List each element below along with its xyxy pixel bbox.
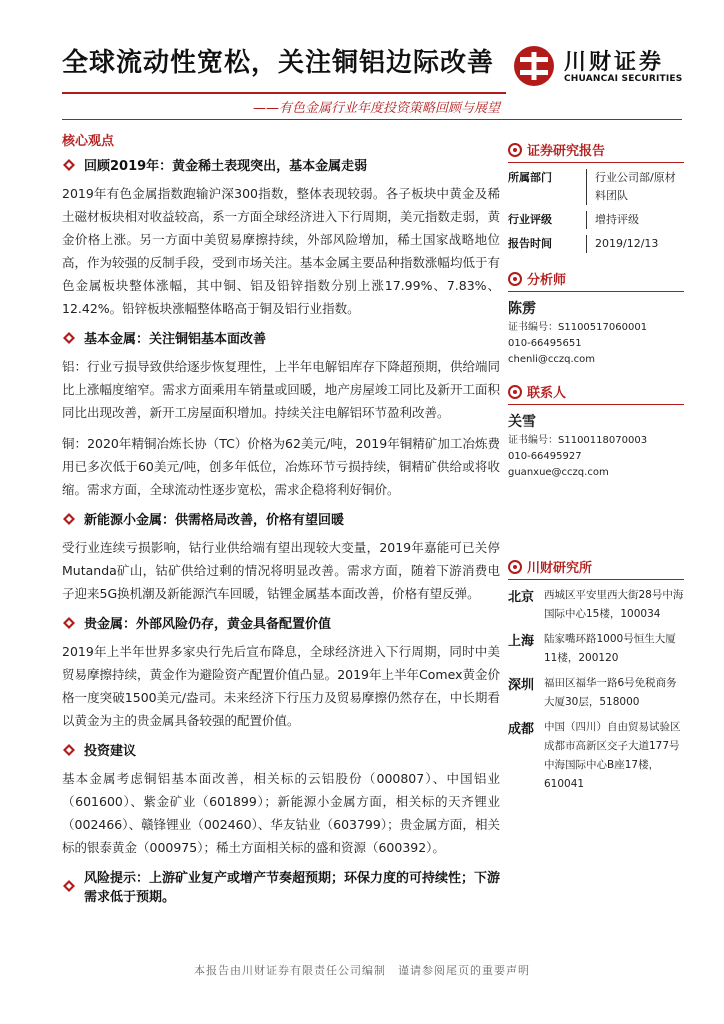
diamond-bullet-icon xyxy=(62,616,76,630)
report-row-key: 报告时间 xyxy=(508,237,552,250)
section-head xyxy=(62,328,500,347)
report-row xyxy=(508,235,684,253)
sidebar xyxy=(508,140,684,800)
diamond-bullet-icon xyxy=(62,331,76,345)
person-name: 陈雳 xyxy=(508,301,536,317)
analyst-head xyxy=(508,269,684,292)
report-row-key: 所属部门 xyxy=(508,171,552,184)
section-paragraph: 铜：2020年精铜冶炼长协（TC）价格为62美元/吨，2019年铜精矿加工冶炼费用已多次低于60美元/吨，创多年低位，冶炼环节亏损持续，铜精矿供给或将收缩。需求方面，全球流动性逐步宽松，需求企稳将利好铜价。 xyxy=(62,436,500,497)
report-head xyxy=(508,140,684,163)
section-head-label: 贵金属：外部风险仍存，黄金具备配置价值 xyxy=(84,617,332,632)
research-icon xyxy=(508,560,522,574)
report-row-value: 增持评级 xyxy=(586,211,639,229)
section-head-label: 风险提示：上游矿业复产或增产节奏超预期；环保力度的可持续性；下游需求低于预期。 xyxy=(84,871,501,905)
contact-head xyxy=(508,382,684,405)
report-row xyxy=(508,169,684,205)
office-address: 陆家嘴环路1000号恒生大厦11楼，200120 xyxy=(544,633,676,664)
report-row-value: 2019/12/13 xyxy=(586,235,658,253)
report-row-value: 行业公司部/原材料团队 xyxy=(586,169,684,205)
section-head-label: 投资建议 xyxy=(84,744,137,759)
contact-head-label: 联系人 xyxy=(527,386,567,401)
person-name: 关雪 xyxy=(508,414,536,430)
office-row xyxy=(508,630,684,668)
section-head xyxy=(62,155,500,174)
report-icon xyxy=(508,143,522,157)
page-title: 全球流动性宽松，关注铜铝边际改善 xyxy=(62,48,495,78)
section-head-label: 新能源小金属：供需格局改善，价格有望回暖 xyxy=(84,513,345,528)
office-row xyxy=(508,718,684,794)
office-address: 福田区福华一路6号免税商务大厦30层，518000 xyxy=(544,677,677,708)
section-paragraph: 2019年有色金属指数跑输沪深300指数，整体表现较弱。各子板块中黄金及稀土磁材板块相对收益较高，系一方面全球经济进入下行周期，美元指数走弱，黄金价格上涨。另一方面中美贸易摩擦持续，外部风险增加，稀土国家战略地位高，作为较强的反制手段，受到市场关注。基本金属主要品种指数涨幅均低于有色金属板块整体涨幅，其中铜、铝及铅锌指数分别上涨17.99%、7.83%、12.42%。铅锌板块涨幅整体略高于铜及铝行业指数。 xyxy=(62,186,500,316)
diamond-bullet-icon xyxy=(62,158,76,172)
office-row xyxy=(508,674,684,712)
person-cert: 证书编号：S1100118070003 xyxy=(508,435,648,446)
contact-icon xyxy=(508,385,522,399)
contact-list xyxy=(508,411,684,481)
office-address: 西城区平安里西大街28号中海国际中心15楼，100034 xyxy=(544,589,684,620)
analyst-list xyxy=(508,298,684,368)
person-phone: 010-66495927 xyxy=(508,451,582,462)
section-paragraph: 基本金属考虑铜铝基本面改善，相关标的云铝股份（000807）、中国铝业（601600）、紫金矿业（601899）；新能源小金属方面，相关标的天齐锂业（002466）、赣锋锂业（002460）、华友钴业（603799）；贵金属方面，相关标的银泰黄金（000975）；稀土方面相关标的盛和资源（600392）。 xyxy=(62,771,500,855)
research-head-label: 川财研究所 xyxy=(527,561,593,576)
footer-disclaimer: 本报告由川财证券有限责任公司编制 谨请参阅尾页的重要声明 xyxy=(194,964,530,977)
chuancai-logo-icon xyxy=(512,44,556,88)
research-head xyxy=(508,557,684,580)
analyst-icon xyxy=(508,272,522,286)
report-row-key: 行业评级 xyxy=(508,213,552,226)
analyst-head-label: 分析师 xyxy=(527,273,567,288)
report-head-label: 证券研究报告 xyxy=(527,144,606,159)
section-head-label: 回顾2019年：黄金稀土表现突出，基本金属走弱 xyxy=(84,159,368,174)
diamond-bullet-icon xyxy=(62,743,76,757)
office-row xyxy=(508,586,684,624)
subtitle-rule xyxy=(62,119,682,120)
section-1 xyxy=(62,328,500,501)
person-cert: 证书编号：S1100517060001 xyxy=(508,322,648,333)
person-email: chenli@cczq.com xyxy=(508,354,596,365)
person-phone: 010-66495651 xyxy=(508,338,582,349)
section-0 xyxy=(62,155,500,320)
section-3 xyxy=(62,613,500,732)
main-column xyxy=(62,155,500,913)
title-rule xyxy=(62,92,506,94)
section-5 xyxy=(62,867,500,905)
person-card xyxy=(508,298,684,368)
office-city: 深圳 xyxy=(508,678,535,693)
diamond-bullet-icon xyxy=(62,879,76,893)
report-row xyxy=(508,211,684,229)
logo-en: CHUANCAI SECURITIES xyxy=(564,74,683,84)
report-rows xyxy=(508,169,684,253)
office-city: 上海 xyxy=(508,634,535,649)
page-subtitle: ——有色金属行业年度投资策略回顾与展望 xyxy=(252,101,500,116)
diamond-bullet-icon xyxy=(62,512,76,526)
logo xyxy=(512,38,682,96)
section-head xyxy=(62,509,500,528)
office-address: 中国（四川）自由贸易试验区成都市高新区交子大道177号中海国际中心B座17楼，610041 xyxy=(544,721,681,790)
section-head xyxy=(62,613,500,632)
section-paragraph: 受行业连续亏损影响，钴行业供给端有望出现较大变量，2019年嘉能可已关停Mutanda矿山，钴矿供给过剩的情况将明显改善。需求方面，随着下游消费电子迎来5G换机潮及新能源汽车回暖，钴锂金属基本面改善，价格有望反弹。 xyxy=(62,540,500,601)
logo-name: 川财证券 xyxy=(564,50,665,75)
section-head xyxy=(62,740,500,759)
section-head xyxy=(62,867,500,905)
section-paragraph: 2019年上半年世界多家央行先后宣布降息，全球经济进入下行周期，同时中美贸易摩擦持续，黄金作为避险资产配置价值凸显。2019年上半年Comex黄金价格一度突破1500美元/盎司。未来经济下行压力及贸易摩擦仍然存在，中长期看以黄金为主的贵金属具备较强的配置价值。 xyxy=(62,644,500,728)
person-card xyxy=(508,411,684,481)
section-head-label: 基本金属：关注铜铝基本面改善 xyxy=(84,332,267,347)
core-label: 核心观点 xyxy=(62,134,115,149)
person-email: guanxue@cczq.com xyxy=(508,467,609,478)
section-2 xyxy=(62,509,500,605)
office-city: 北京 xyxy=(508,590,535,605)
office-list xyxy=(508,586,684,794)
office-city: 成都 xyxy=(508,722,535,737)
section-paragraph: 铝：行业亏损导致供给逐步恢复理性，上半年电解铝库存下降超预期，供给端同比上涨幅度缩窄。需求方面乘用车销量或回暖，地产房屋竣工同比及新开工面积同比出现改善，新开工房屋面积增加。持续关注电解铝环节盈利改善。 xyxy=(62,359,500,420)
section-4 xyxy=(62,740,500,859)
